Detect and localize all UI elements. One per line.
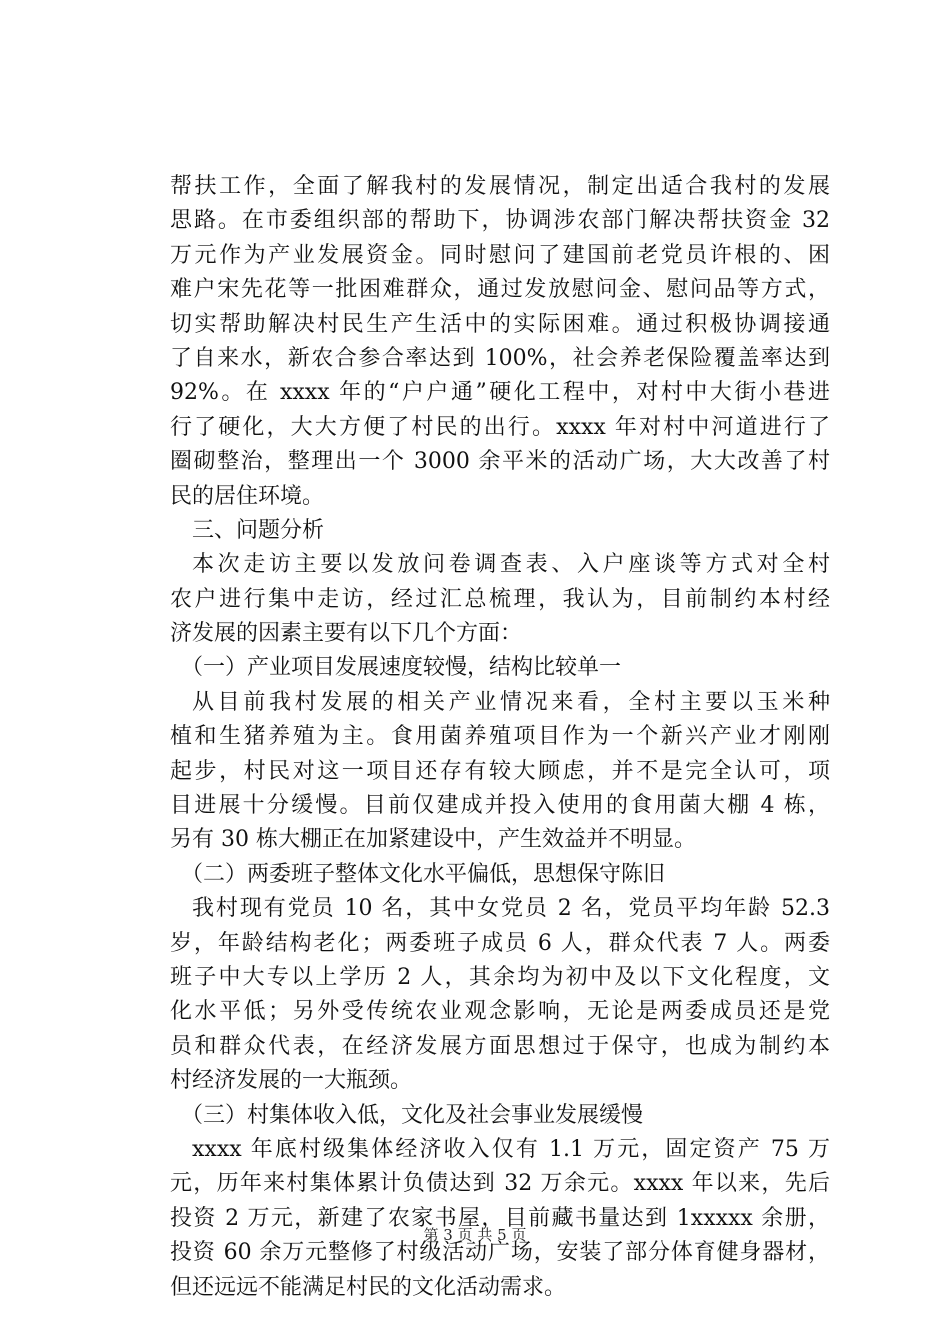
text-line: 起步，村民对这一项目还存有较大顾虑，并不是完全认可，项 — [170, 758, 830, 784]
body-text — [170, 170, 830, 1305]
text-line: 投资 2 万元，新建了农家书屋，目前藏书量达到 1xxxxx 余册， — [170, 1205, 830, 1231]
text-line: （一）产业项目发展速度较慢，结构比较单一 — [181, 655, 622, 681]
text-line: 了自来水，新农合参合率达到 100%，社会养老保险覆盖率达到 — [170, 345, 830, 371]
text-line: 92%。在 xxxx 年的“户户通”硬化工程中，对村中大街小巷进 — [170, 380, 830, 406]
text-line: 另有 30 栋大棚正在加紧建设中，产生效益并不明显。 — [170, 827, 696, 853]
text-line: 农户进行集中走访，经过汇总梳理，我认为，目前制约本村经 — [170, 586, 830, 612]
text-line: 但还远远不能满足村民的文化活动需求。 — [170, 1274, 567, 1300]
text-line: 目进展十分缓慢。目前仅建成并投入使用的食用菌大棚 4 栋， — [170, 793, 830, 819]
text-line: 帮扶工作，全面了解我村的发展情况，制定出适合我村的发展 — [170, 174, 830, 199]
text-line: 植和生猪养殖为主。食用菌养殖项目作为一个新兴产业才刚刚 — [170, 724, 830, 750]
text-line: 三、问题分析 — [192, 517, 325, 543]
text-line: 切实帮助解决村民生产生活中的实际困难。通过积极协调接通 — [170, 311, 830, 337]
page-footer: 第 3 页 共 5 页 — [423, 1226, 527, 1244]
text-line: 难户宋先花等一批困难群众，通过发放慰问金、慰问品等方式， — [170, 277, 830, 303]
text-line: （二）两委班子整体文化水平偏低，思想保守陈旧 — [181, 861, 666, 887]
text-line: 化水平低；另外受传统农业观念影响，无论是两委成员还是党 — [170, 999, 830, 1025]
text-line: （三）村集体收入低，文化及社会事业发展缓慢 — [181, 1102, 644, 1128]
text-line: 圈砌整治，整理出一个 3000 余平米的活动广场，大大改善了村 — [170, 449, 830, 475]
text-line: 行了硬化，大大方便了村民的出行。xxxx 年对村中河道进行了 — [170, 414, 830, 440]
text-line: 本次走访主要以发放问卷调查表、入户座谈等方式对全村 — [192, 552, 830, 578]
text-line: 员和群众代表，在经济发展方面思想过于保守，也成为制约本 — [170, 1033, 830, 1059]
text-line: xxxx 年底村级集体经济收入仅有 1.1 万元，固定资产 75 万 — [192, 1136, 830, 1162]
text-line: 元，历年来村集体累计负债达到 32 万余元。xxxx 年以来，先后 — [170, 1171, 830, 1197]
text-line: 思路。在市委组织部的帮助下，协调涉农部门解决帮扶资金 32 — [170, 208, 830, 234]
text-line: 投资 60 余万元整修了村级活动广场，安装了部分体育健身器材， — [170, 1240, 830, 1266]
text-line: 民的居住环境。 — [170, 483, 325, 509]
text-line: 岁，年龄结构老化；两委班子成员 6 人，群众代表 7 人。两委 — [170, 930, 830, 956]
text-line: 从目前我村发展的相关产业情况来看，全村主要以玉米种 — [192, 689, 830, 715]
text-line: 济发展的因素主要有以下几个方面： — [170, 621, 523, 647]
text-line: 万元作为产业发展资金。同时慰问了建国前老党员许根的、困 — [170, 242, 830, 268]
text-line: 村经济发展的一大瓶颈。 — [170, 1068, 413, 1094]
text-line: 我村现有党员 10 名，其中女党员 2 名，党员平均年龄 52.3 — [192, 896, 830, 922]
text-line: 班子中大专以上学历 2 人，其余均为初中及以下文化程度，文 — [170, 964, 830, 990]
